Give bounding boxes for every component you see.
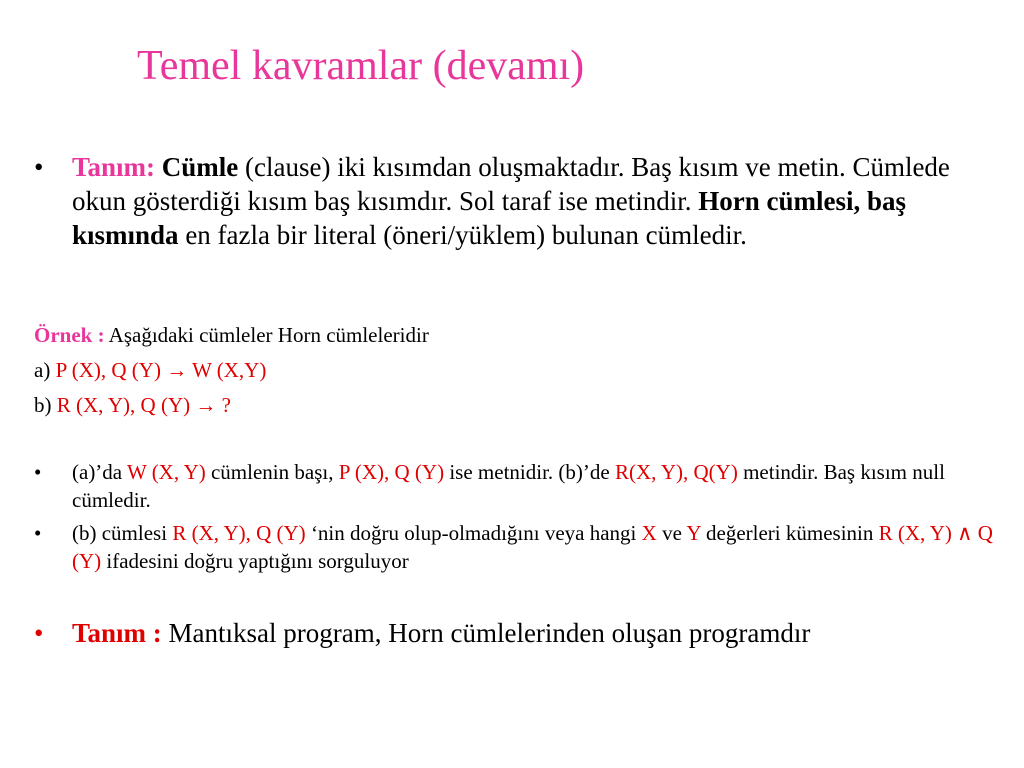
- item-a-prefix: a): [34, 358, 51, 382]
- p2-text-1: (a)’da: [72, 460, 127, 484]
- bullet-icon: •: [34, 460, 42, 484]
- slide-title: Temel kavramlar (devamı): [137, 43, 585, 89]
- p3-variable-y: Y: [686, 521, 701, 545]
- bullet-icon: •: [34, 152, 44, 182]
- example-text: Aşağıdaki cümleler Horn cümleleridir: [108, 323, 429, 347]
- bullet-icon: •: [34, 618, 44, 648]
- definition-program-paragraph: [34, 616, 1009, 650]
- p3-text-3: ve: [656, 521, 687, 545]
- clause-term: Cümle: [161, 152, 239, 182]
- example-item-b: [34, 391, 231, 419]
- explanation-text-1: [72, 458, 1009, 514]
- explanation-paragraph-1: [34, 458, 1009, 514]
- clause-text-1: (clause) iki kısımdan oluşmaktadır. Baş kısım ve metin. Cümlede okun gösterdiği kısım baş kısımdır. Sol taraf ise metindir.: [72, 152, 950, 216]
- explanation-paragraph-2: [34, 519, 1009, 575]
- horn-clause-bold: Horn cümlesi, baş kısmında: [72, 186, 906, 250]
- example-label: Örnek :: [34, 323, 105, 347]
- clause-text-2: en fazla bir literal (öneri/yüklem) bulunan cümledir.: [178, 220, 747, 250]
- p3-variable-x: X: [641, 521, 657, 545]
- explanation-text-2: [72, 519, 1009, 575]
- p2-body-expression: P (X), Q (Y): [338, 460, 445, 484]
- p3-text-2: ‘nin doğru olup-olmadığını veya hangi: [305, 521, 642, 545]
- p2-text-4: metindir. Baş kısım null cümledir.: [72, 460, 945, 512]
- p3-text-1: (b) cümlesi: [72, 521, 173, 545]
- p2-text-3: ise metnidir. (b)’de: [444, 460, 615, 484]
- example-item-a: [34, 356, 266, 384]
- p2-text-2: cümlenin başı,: [205, 460, 339, 484]
- p2-b-expression: R(X, Y), Q(Y): [614, 460, 738, 484]
- p3-conjunction-expression: R (X, Y) ∧ Q (Y): [72, 521, 993, 573]
- definition-label: Tanım:: [72, 152, 156, 182]
- example-line: [34, 321, 429, 349]
- item-a-expression: P (X), Q (Y) → W (X,Y): [55, 358, 267, 382]
- item-b-expression: R (X, Y), Q (Y) → ?: [56, 393, 231, 417]
- p3-text-5: ifadesini doğru yaptığını sorguluyor: [101, 549, 409, 573]
- p3-text-4: değerleri kümesinin: [700, 521, 879, 545]
- definition-clause-text: [72, 150, 1009, 252]
- definition-program-text: [72, 616, 1009, 650]
- definition-clause-paragraph: [34, 150, 1009, 252]
- p2-head-expression: W (X, Y): [127, 460, 206, 484]
- program-definition-text: Mantıksal program, Horn cümlelerinden oluşan programdır: [161, 618, 811, 648]
- p3-expression-1: R (X, Y), Q (Y): [172, 521, 306, 545]
- bullet-icon: •: [34, 521, 42, 545]
- program-definition-label: Tanım :: [72, 618, 162, 648]
- item-b-prefix: b): [34, 393, 52, 417]
